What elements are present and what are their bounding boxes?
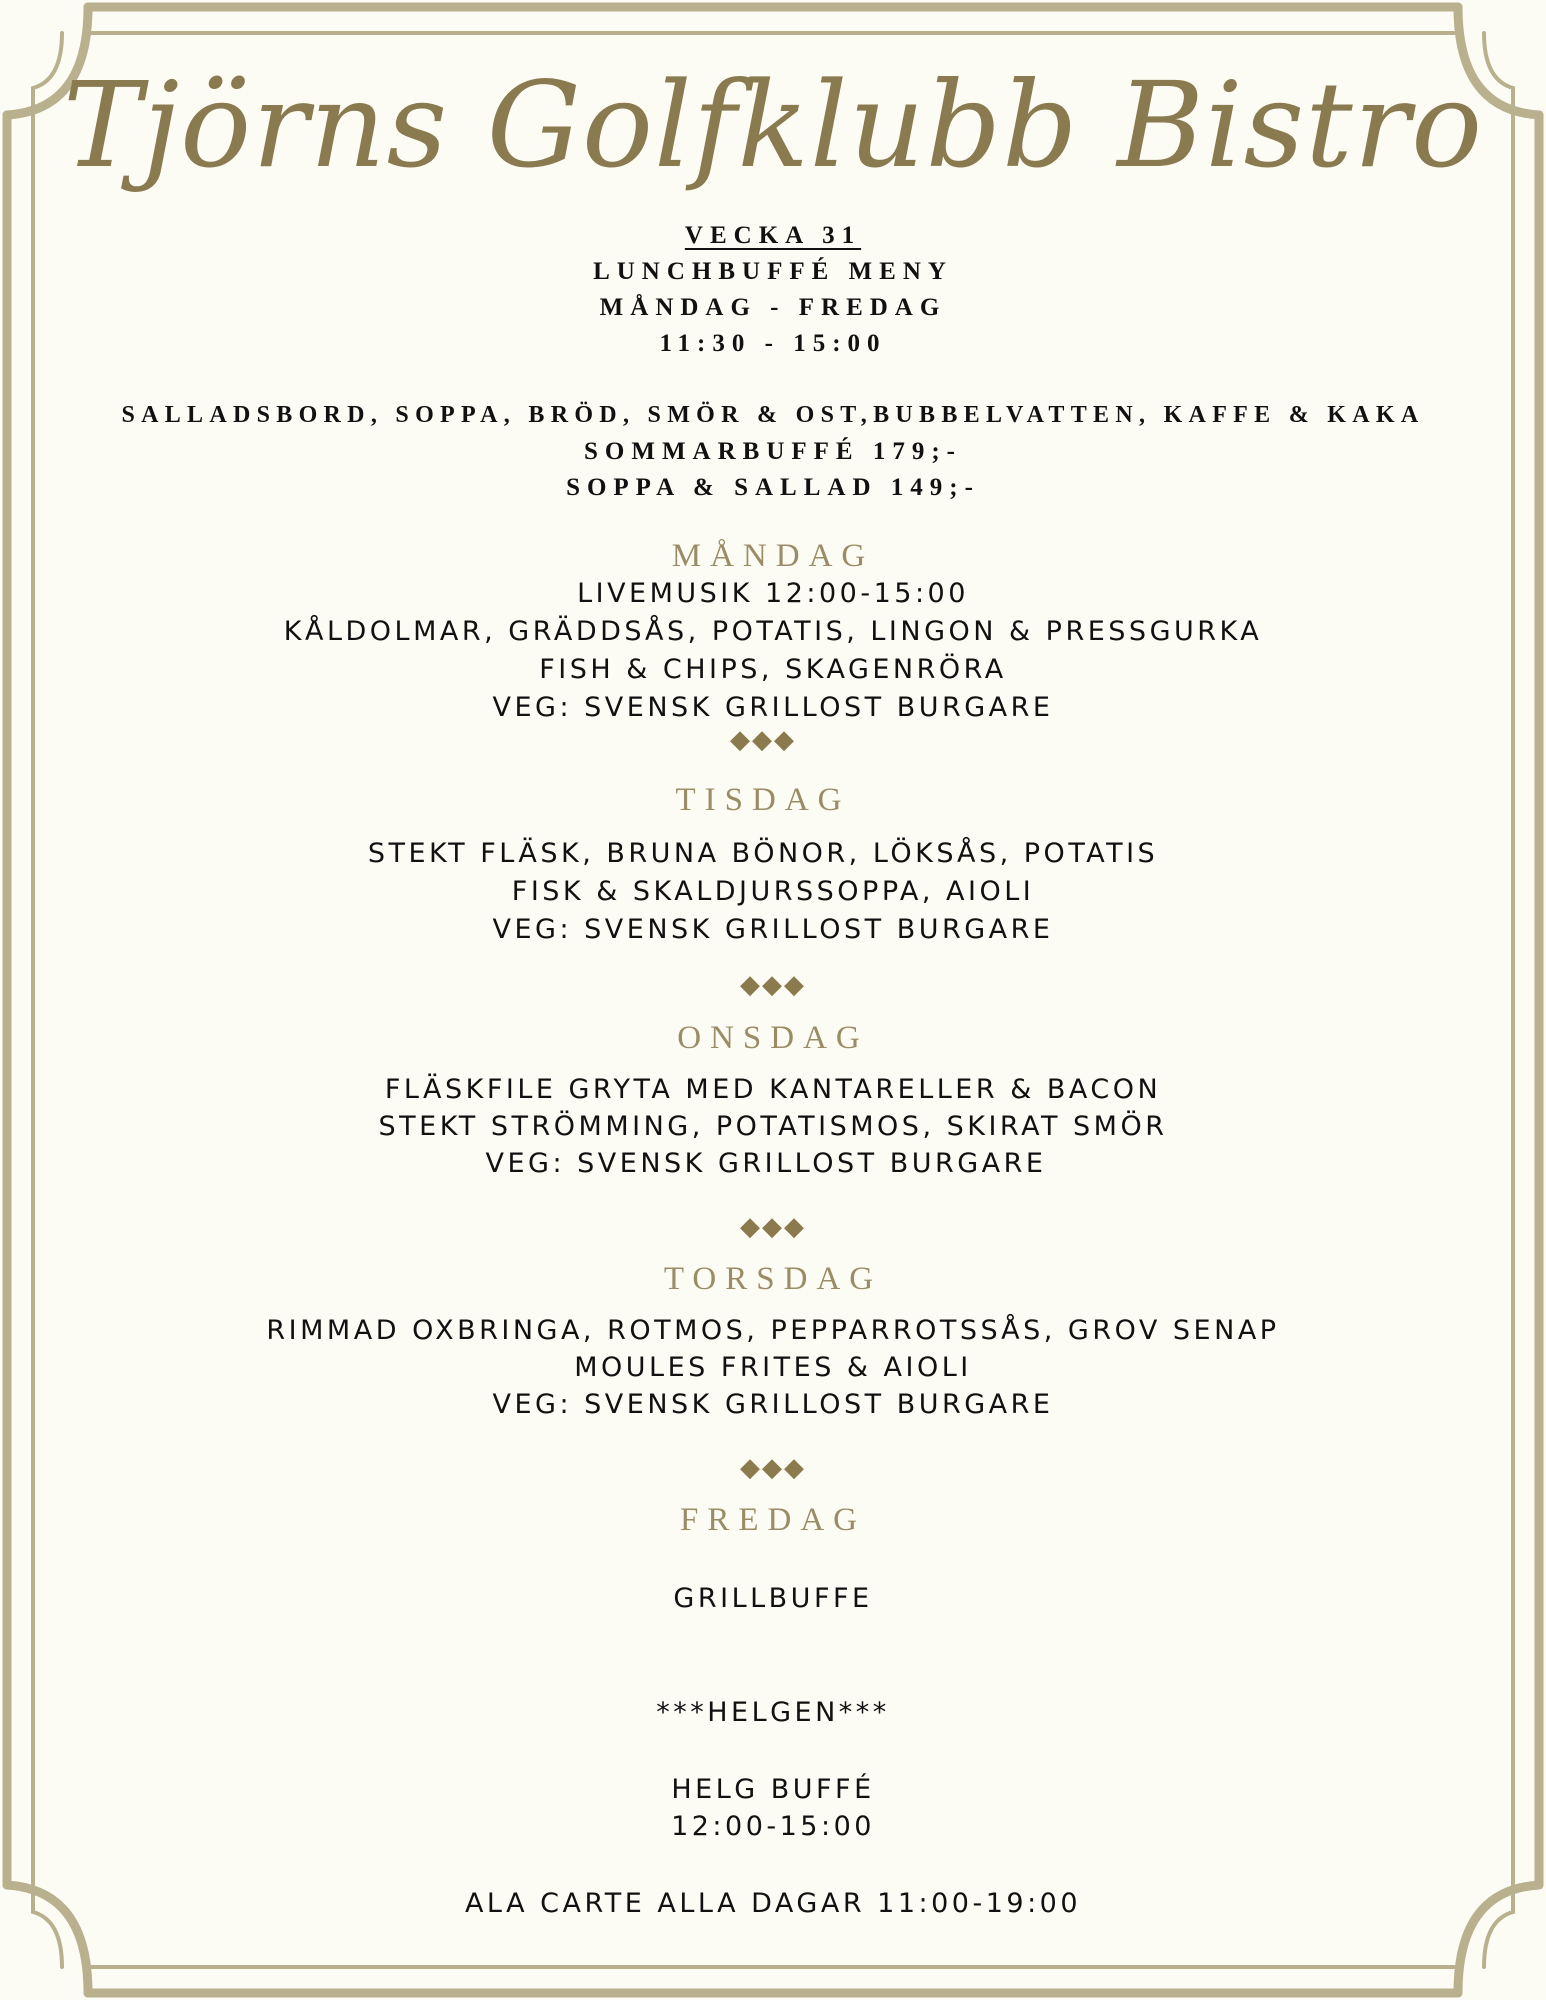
- dish-item: VEG: SVENSK GRILLOST BURGARE: [492, 1389, 1054, 1420]
- diamond-separator: ◆◆◆: [740, 1453, 806, 1483]
- dish-item: FISK & SKALDJURSSOPPA, AIOLI: [511, 876, 1035, 907]
- dish-item: RIMMAD OXBRINGA, ROTMOS, PEPPARROTSSÅS, GROV SENAP: [266, 1315, 1280, 1346]
- dish-item: VEG: SVENSK GRILLOST BURGARE: [485, 1148, 1047, 1179]
- dish-item: STEKT STRÖMMING, POTATISMOS, SKIRAT SMÖR: [378, 1111, 1168, 1142]
- diamond-separator: ◆◆◆: [730, 725, 796, 755]
- day-heading-tuesday: TISDAG: [675, 782, 851, 818]
- dish-item: GRILLBUFFE: [673, 1583, 873, 1614]
- day-heading-friday: FREDAG: [679, 1502, 867, 1538]
- serving-days: MÅNDAG - FREDAG: [599, 294, 947, 321]
- week-label: VECKA 31: [684, 222, 862, 249]
- page-title: Tjörns Golfklubb Bistro: [62, 56, 1484, 194]
- weekend-hours: 12:00-15:00: [671, 1811, 875, 1842]
- diamond-separator: ◆◆◆: [740, 1212, 806, 1242]
- dish-item: STEKT FLÄSK, BRUNA BÖNOR, LÖKSÅS, POTATIS: [367, 838, 1159, 869]
- diamond-separator: ◆◆◆: [740, 970, 806, 1000]
- price-summer-buffet: SOMMARBUFFÉ 179;-: [584, 438, 962, 465]
- price-soup-salad: SOPPA & SALLAD 149;-: [566, 474, 980, 501]
- dish-item: LIVEMUSIK 12:00-15:00: [577, 578, 969, 609]
- day-heading-thursday: TORSDAG: [663, 1261, 883, 1297]
- dish-item: MOULES FRITES & AIOLI: [574, 1352, 972, 1383]
- dish-item: FISH & CHIPS, SKAGENRÖRA: [539, 654, 1007, 685]
- serving-hours: 11:30 - 15:00: [659, 330, 887, 357]
- ala-carte-hours: ALA CARTE ALLA DAGAR 11:00-19:00: [464, 1888, 1082, 1919]
- buffet-includes: SALLADSBORD, SOPPA, BRÖD, SMÖR & OST,BUBBELVATTEN, KAFFE & KAKA: [121, 402, 1425, 428]
- dish-item: VEG: SVENSK GRILLOST BURGARE: [492, 692, 1054, 723]
- dish-item: VEG: SVENSK GRILLOST BURGARE: [492, 914, 1054, 945]
- day-heading-monday: MÅNDAG: [671, 538, 875, 574]
- weekend-buffet: HELG BUFFÉ: [671, 1774, 875, 1805]
- dish-item: KÅLDOLMAR, GRÄDDSÅS, POTATIS, LINGON & PRESSGURKA: [283, 616, 1263, 647]
- day-heading-wednesday: ONSDAG: [677, 1020, 869, 1056]
- menu-name: LUNCHBUFFÉ MENY: [593, 258, 953, 285]
- weekend-heading: ***HELGEN***: [656, 1697, 890, 1728]
- dish-item: FLÄSKFILE GRYTA MED KANTARELLER & BACON: [384, 1074, 1162, 1105]
